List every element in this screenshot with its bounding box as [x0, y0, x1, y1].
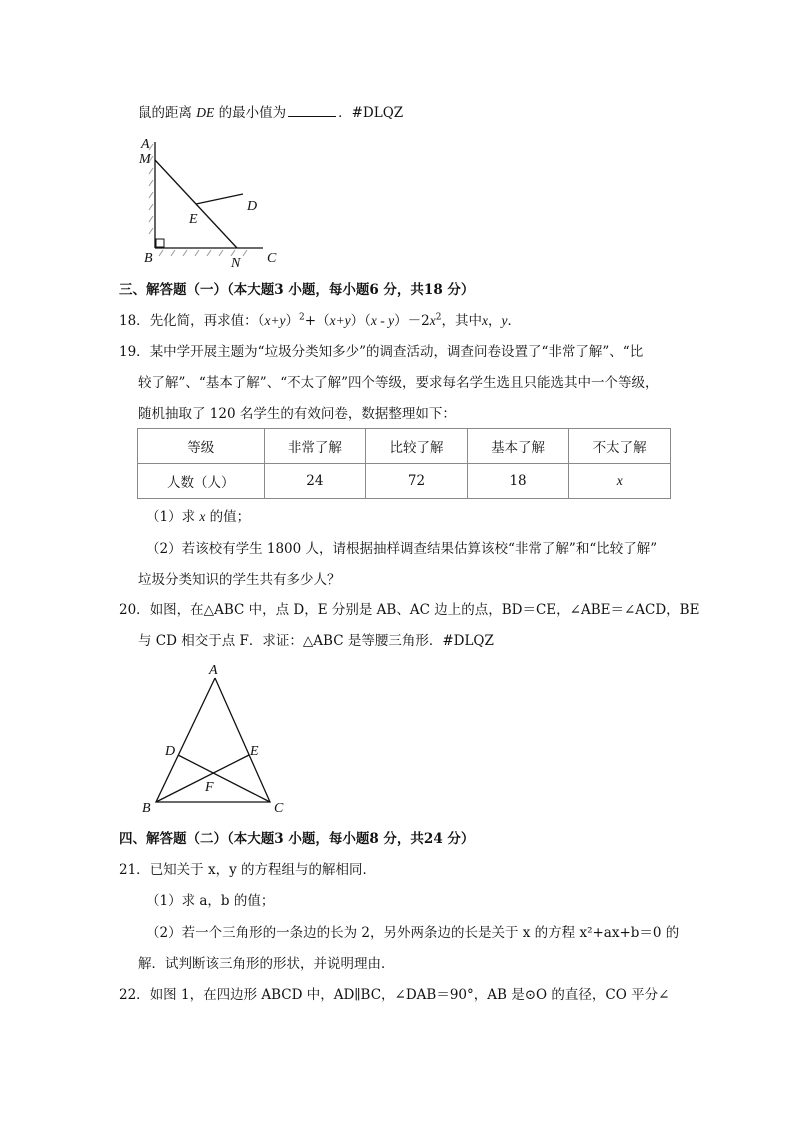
survey-table: [137, 428, 671, 499]
section-4-title: 四、解答题（二）（本大题3 小题，每小题8 分，共24 分）: [119, 831, 475, 847]
table-cell: 人数（人）: [138, 464, 265, 499]
q20-line2: 与 CD 相交于点 F．求证：△ABC 是等腰三角形．#DLQZ: [138, 633, 494, 649]
q18-xy: x+y: [264, 313, 286, 328]
q19-sub1: [146, 508, 250, 526]
q19-text1: 某中学开展主题为“垃圾分类知多少”的调查活动，调查问卷设置了“非常了解”、“比: [149, 344, 644, 360]
q18-sep: ，: [487, 313, 502, 329]
q20-num: 20．: [119, 602, 150, 618]
q18-num: 18．: [119, 313, 150, 329]
q17-tag: ．#DLQZ: [338, 105, 404, 121]
label-A: A: [209, 663, 218, 678]
q18-t1: 先化简，再求值：（: [149, 313, 265, 329]
q21-line1: [119, 861, 376, 879]
table-header: 非常了解: [264, 429, 366, 464]
q18-x: x: [429, 313, 436, 328]
q17-text: 鼠的距离: [138, 105, 197, 121]
q21-text1: 已知关于 x，y 的方程组与的解相同．: [149, 862, 377, 878]
figure-q17: [135, 132, 295, 272]
label-D: D: [247, 199, 258, 214]
q21-sub2a: （2）若一个三角形的一条边的长为 2，另外两条边的长是关于 x 的方程 x²+ax+b＝0 的: [146, 925, 680, 941]
table-cell: x: [569, 464, 671, 499]
q18-x2: x: [481, 313, 488, 328]
label-C: C: [267, 251, 277, 266]
figure-q20: [138, 660, 298, 820]
table-header-row: [138, 429, 671, 464]
q18-y: y: [501, 313, 508, 328]
table-header: 基本了解: [467, 429, 569, 464]
q18-end: ．: [507, 313, 521, 329]
q22-line1: [119, 986, 669, 1004]
label-N: N: [231, 256, 241, 271]
q18-t5: ）（: [350, 313, 371, 329]
table-row: [138, 464, 671, 499]
section-3-title: 三、解答题（一）（本大题3 小题，每小题6 分，共18 分）: [119, 282, 475, 298]
label-F: F: [205, 780, 214, 795]
label-M: M: [139, 152, 151, 167]
table-header: 比较了解: [366, 429, 468, 464]
label-C: C: [274, 801, 284, 816]
q22-text1: 如图 1，在四边形 ABCD 中，AD∥BC，∠DAB＝90°，AB 是⊙O 的直径，CO 平分∠: [149, 987, 670, 1003]
q18-t3: +（: [304, 313, 330, 329]
label-A: A: [141, 137, 150, 152]
table-header: 等级: [138, 429, 265, 464]
label-D: D: [165, 744, 176, 759]
q19-sub1-a: （1）求: [146, 509, 200, 525]
table-cell: 18: [467, 464, 569, 499]
q19-sub1-x: x: [199, 509, 206, 524]
q17-tail: [138, 104, 403, 122]
q19-sub2a: （2）若该校有学生 1800 人，请根据抽样调查结果估算该校“非常了解”和“比较了解”: [146, 541, 658, 557]
label-E: E: [250, 744, 259, 759]
q19-sub1-b: 的值；: [205, 509, 251, 525]
q17-var: DE: [196, 105, 215, 120]
label-B: B: [144, 251, 153, 266]
q19-line1: [119, 343, 643, 361]
q17-text2: 的最小值为: [214, 105, 287, 121]
label-E: E: [189, 212, 198, 227]
q21-num: 21．: [119, 862, 150, 878]
table-cell: 24: [264, 464, 366, 499]
q22-num: 22．: [119, 987, 150, 1003]
q20-line1: [119, 601, 699, 619]
q18-t4: x+y: [329, 313, 351, 328]
q18-t8: ，其中: [441, 313, 482, 329]
q19-sub2b: 垃圾分类知识的学生共有多少人？: [138, 572, 341, 588]
q20-text1: 如图，在△ABC 中，点 D，E 分别是 AB、AC 边上的点，BD＝CE，∠ABE＝∠ACD，BE: [149, 602, 700, 618]
q18-t7: ）－2: [394, 313, 430, 329]
label-B: B: [142, 801, 151, 816]
q18-t6: x - y: [370, 313, 395, 328]
q19-line2: 较了解”、“基本了解”、“不太了解”四个等级，要求每名学生选且只能选其中一个等级，: [138, 375, 659, 391]
q18-t2: ）: [285, 313, 300, 329]
q21-sub2b: 解．试判断该三角形的形状，并说明理由．: [138, 956, 395, 972]
q18-exp: 2: [299, 312, 305, 323]
table-header: 不太了解: [569, 429, 671, 464]
table-cell: 72: [366, 464, 468, 499]
q18: [119, 312, 521, 330]
q18-exp2: 2: [435, 312, 442, 323]
q19-line3: 随机抽取了 120 名学生的有效问卷，数据整理如下：: [138, 406, 456, 422]
q21-sub1: （1）求 a，b 的值；: [146, 893, 275, 909]
answer-blank: [288, 104, 336, 117]
q19-num: 19．: [119, 344, 150, 360]
